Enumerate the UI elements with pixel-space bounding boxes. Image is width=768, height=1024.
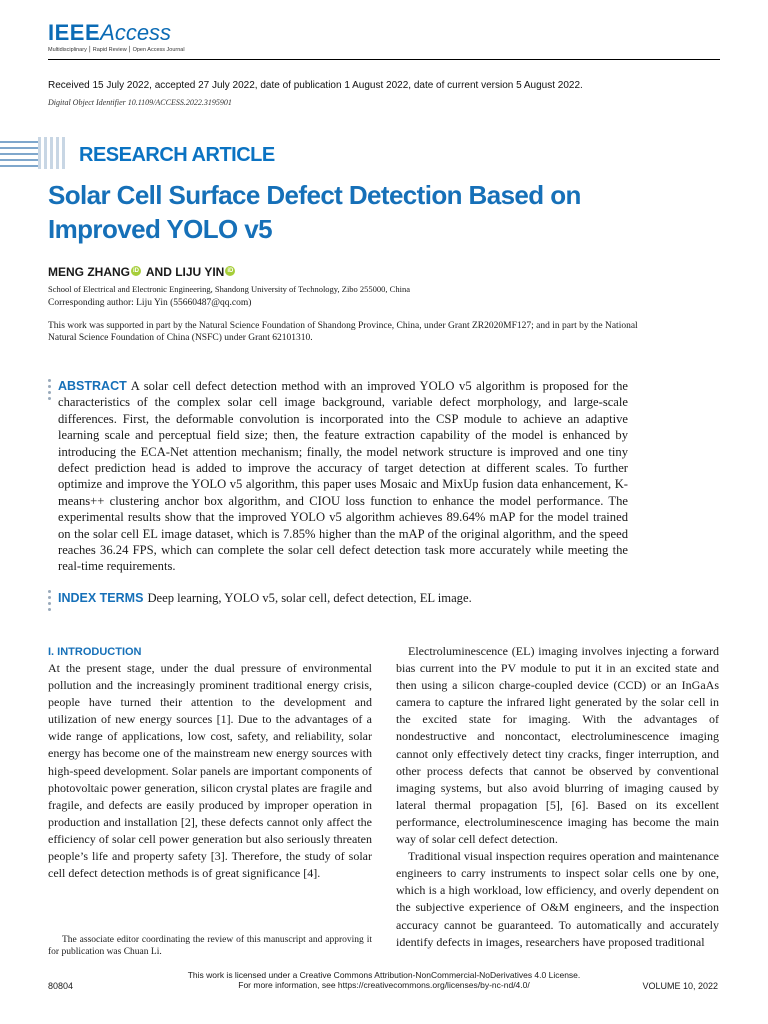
index-terms-label: INDEX TERMS bbox=[58, 591, 144, 605]
doi-line: Digital Object Identifier 10.1109/ACCESS.2022.3195901 bbox=[48, 98, 232, 107]
author-line bbox=[48, 265, 237, 279]
right-column bbox=[396, 643, 719, 951]
editor-footnote: The associate editor coordinating the review of this manuscript and approving it for publication was Chuan Li. bbox=[48, 935, 372, 957]
affiliation: School of Electrical and Electronic Engineering, Shandong University of Technology, Zibo 255000, China bbox=[48, 284, 410, 294]
section-heading: I. INTRODUCTION bbox=[48, 646, 142, 658]
logo-ieee-text: IEEE bbox=[48, 20, 101, 45]
paragraph: Electroluminescence (EL) imaging involves injecting a forward bias current into the PV module to put it in an excited state and then using a silicon charge-coupled device (CCD) or an InGaAs camera to capture the infrared light generated by the solar cell in the excited state for imaging. With the advantages of nondestructive and noncontact, electroluminescence imaging cannot only effectively detect tiny cracks, finger interruption, and other process defects that cannot be observed by conventional imaging systems, but also avoid blurring of imaging caused by lateral thermal propagation [5], [6]. Based on its excellent performance, electroluminescence imaging has become the main way of solar cell defect detection. bbox=[396, 644, 719, 847]
corresponding-author: Corresponding author: Liju Yin (55660487@qq.com) bbox=[48, 298, 252, 308]
funding-statement: This work was supported in part by the Natural Science Foundation of Shandong Province, China, under Grant ZR2020MF127; and in part by the National Natural Science Foundation of China (NSFC) under Grant 62101310. bbox=[48, 321, 638, 343]
paragraph: At the present stage, under the dual pressure of environmental pollution and the increasingly prominent traditional energy crisis, people have turned their attention to the development and utilization of new energy sources [1]. Due to the advantages of a wide range of applications, low cost, safety, and reliability, solar energy has become one of the mainstream new energy sources with high-speed development. Solar panels are important components of photovoltaic power generation, silicon crystal plates are fragile and fragile, and defects are easily produced by improper operation in production and installation [2], these defects cannot only affect the efficiency of solar cell power generation but also seriously threaten people’s life and property safety [3]. Therefore, the study of solar cell defect detection methods is of great significance [4]. bbox=[48, 661, 372, 881]
orcid-icon[interactable]: iD bbox=[227, 268, 234, 274]
license-line: This work is licensed under a Creative Commons Attribution-NonCommercial-NoDerivatives 4.0 License. bbox=[187, 970, 581, 980]
abstract-label: ABSTRACT bbox=[58, 379, 127, 393]
logo-tagline: Multidisciplinary ⎮ Rapid Review ⎮ Open Access Journal bbox=[48, 47, 185, 53]
paper-title: Solar Cell Surface Defect Detection Based on Improved YOLO v5 bbox=[48, 180, 581, 244]
left-column bbox=[48, 645, 372, 882]
index-terms bbox=[58, 591, 472, 606]
page-number: 80804 bbox=[48, 981, 74, 991]
journal-logo bbox=[48, 20, 228, 60]
header-rule bbox=[48, 59, 720, 60]
abstract-dots-icon bbox=[48, 379, 52, 403]
abstract-text: A solar cell defect detection method with an improved YOLO v5 algorithm is proposed for the characteristics of the complex solar cell image background, variable defect morphology, and large-scale differences. First, the deformable convolution is incorporated into the CSP module to achieve an adaptive learning scale and perceptual field size; then, the feature extraction capability of the model is enhanced by introducing the ECA-Net attention mechanism; finally, the model network structure is improved and one tiny defect prediction head is added to improve the accuracy of target detection at different scales. To further optimize and improve the YOLO v5 algorithm, this paper uses Mosaic and MixUp fusion data enhancement, K-means++ clustering anchor box algorithm, and CIOU loss function to enhance the model performance. The experimental results show that the improved YOLO v5 algorithm achieves 89.64% mAP for the model trained on the solar cell EL image dataset, which is 7.85% higher than the mAP of the original algorithm, and the speed reaches 36.24 FPS, which can complete the solar cell defect detection task more accurately while meeting the real-time requirements. bbox=[58, 379, 628, 574]
index-terms-text: Deep learning, YOLO v5, solar cell, defect detection, EL image. bbox=[147, 591, 472, 605]
license-link[interactable]: For more information, see https://creativecommons.org/licenses/by-nc-nd/4.0/ bbox=[238, 980, 530, 990]
author-2: AND LIJU YIN bbox=[143, 265, 225, 279]
article-type-label: RESEARCH ARTICLE bbox=[70, 138, 284, 172]
banner-stripes-icon bbox=[0, 135, 72, 171]
orcid-icon[interactable]: iD bbox=[133, 268, 139, 274]
abstract bbox=[58, 378, 628, 575]
paragraph: Traditional visual inspection requires operation and maintenance engineers to carry instruments to inspect solar cells one by one, which is a high workload, low efficiency, and overly dependent on the subjective experience of O&M engineers, and the inspection accuracy cannot be guaranteed. To automatically and accurately identify defects in images, researchers have proposed traditional bbox=[396, 849, 719, 949]
logo-access-text: Access bbox=[100, 20, 172, 45]
license-notice bbox=[150, 970, 618, 990]
volume-label: VOLUME 10, 2022 bbox=[642, 981, 718, 991]
received-dates: Received 15 July 2022, accepted 27 July 2022, date of publication 1 August 2022, date of current version 5 August 2022. bbox=[48, 80, 583, 91]
index-dots-icon bbox=[48, 590, 52, 614]
author-1: MENG ZHANG bbox=[48, 265, 130, 279]
